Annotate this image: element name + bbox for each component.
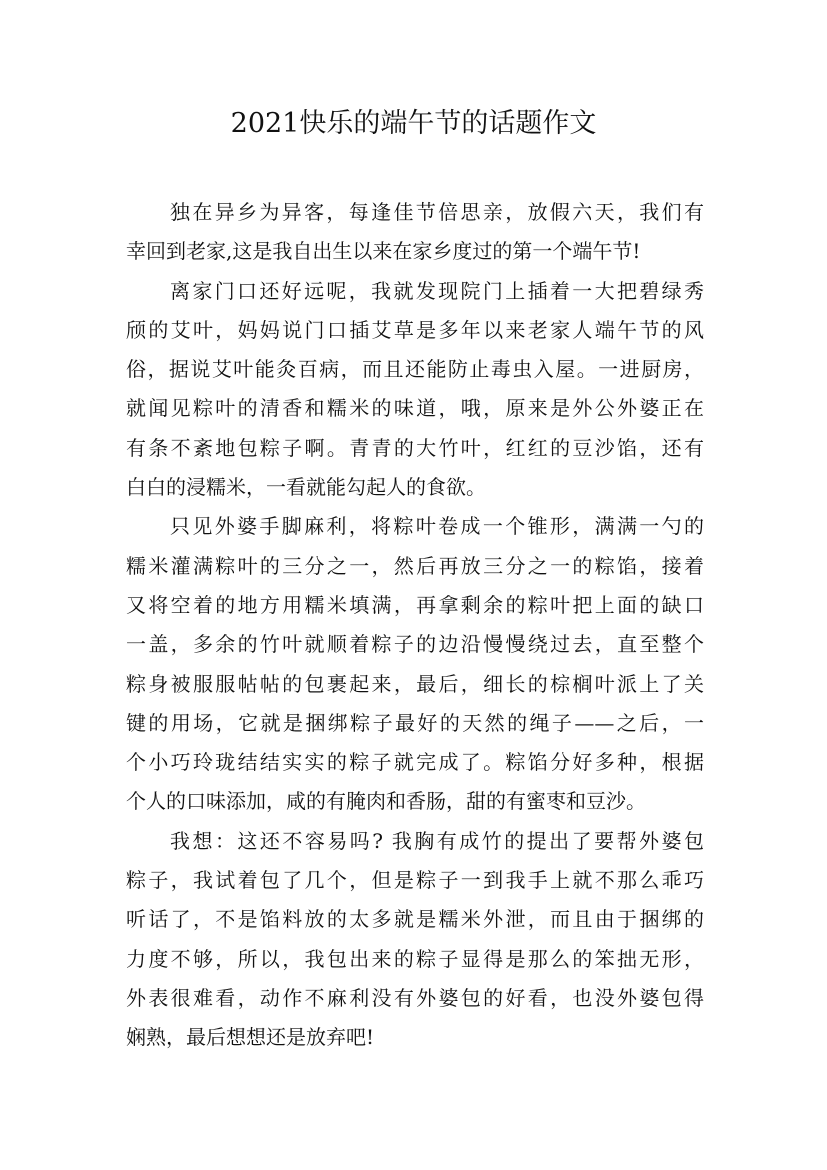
- text-line: 有条不紊地包粽子啊。青青的大竹叶，红红的豆沙馅，还有: [126, 435, 704, 460]
- text-line: 个人的口味添加，咸的有腌肉和香肠，甜的有蜜枣和豆沙。: [126, 789, 646, 814]
- text-line: 颀的艾叶，妈妈说门口插艾草是多年以来老家人端午节的风: [126, 317, 704, 342]
- text-line: 只见外婆手脚麻利，将粽叶卷成一个锥形，满满一勺的: [170, 514, 704, 539]
- document-title: 2021快乐的端午节的话题作文: [230, 108, 597, 139]
- text-line: 我想：这还不容易吗? 我胸有成竹的提出了要帮外婆包: [170, 828, 704, 853]
- text-line: 娴熟，最后想想还是放弃吧!: [126, 1025, 375, 1050]
- text-line: 键的用场，它就是捆绑粽子最好的天然的绳子——之后，一: [126, 710, 704, 735]
- document-body: [126, 193, 704, 1058]
- text-line: 俗，据说艾叶能灸百病，而且还能防止毒虫入屋。一进厨房，: [126, 357, 704, 382]
- text-line: 白白的浸糯米，一看就能勾起人的食欲。: [126, 475, 486, 500]
- text-line: 粽子，我试着包了几个，但是粽子一到我手上就不那么乖巧: [126, 868, 704, 893]
- text-line: 一盖，多余的竹叶就顺着粽子的边沿慢慢绕过去，直至整个: [126, 632, 704, 657]
- text-line: 粽身被服服帖帖的包裹起来，最后，细长的棕榈叶派上了关: [126, 671, 704, 696]
- text-line: 就闻见粽叶的清香和糯米的味道，哦，原来是外公外婆正在: [126, 396, 704, 421]
- text-line: 幸回到老家,这是我自出生以来在家乡度过的第一个端午节!: [126, 239, 641, 264]
- text-line: 又将空着的地方用糯米填满，再拿剩余的粽叶把上面的缺口: [126, 592, 704, 617]
- text-line: 听话了，不是馅料放的太多就是糯米外泄，而且由于捆绑的: [126, 907, 704, 932]
- text-line: 独在异乡为异客，每逢佳节倍思亲，放假六天，我们有: [170, 200, 704, 224]
- text-line: 力度不够，所以，我包出来的粽子显得是那么的笨拙无形，: [126, 946, 704, 971]
- text-line: 外表很难看，动作不麻利没有外婆包的好看，也没外婆包得: [126, 985, 704, 1010]
- text-line: 糯米灌满粽叶的三分之一，然后再放三分之一的粽馅，接着: [126, 553, 704, 578]
- text-line: 个小巧玲珑结结实实的粽子就完成了。粽馅分好多种，根据: [126, 750, 704, 775]
- text-line: 离家门口还好远呢，我就发现院门上插着一大把碧绿秀: [170, 278, 704, 303]
